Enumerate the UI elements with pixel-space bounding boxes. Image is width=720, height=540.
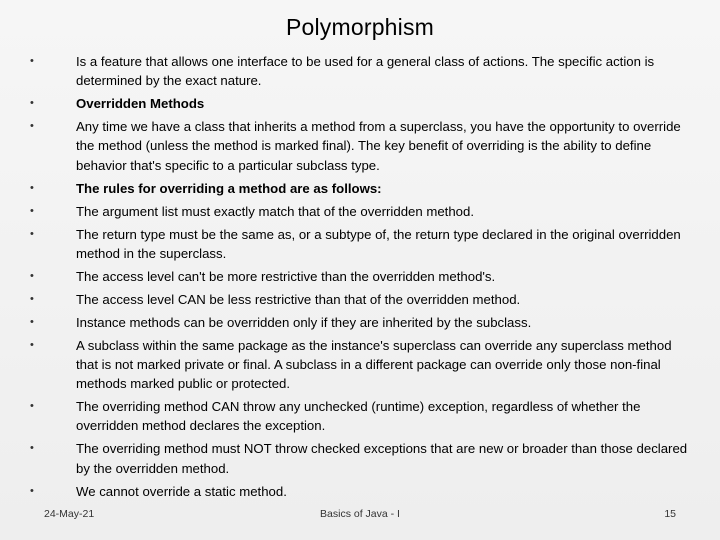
bullet-text: The argument list must exactly match that of the overridden method. xyxy=(76,203,475,219)
bullet-text: A subclass within the same package as the instance's superclass can override any superclass method that is not marked private or final. A subclass in a different package can override only those non-final methods marked public or protected. xyxy=(76,337,672,392)
bullet-icon: • xyxy=(30,97,34,110)
bullet-item xyxy=(30,313,690,332)
bullet-item xyxy=(30,179,690,198)
bullet-icon: • xyxy=(30,181,34,194)
bullet-icon: • xyxy=(30,120,34,133)
bullet-item xyxy=(30,202,690,221)
bullet-text: Any time we have a class that inherits a method from a superclass, you have the opportunity to override the method (unless the method is marked final). The key benefit of overriding is the ability to define behavior that's specific to a particular subclass type. xyxy=(76,119,681,173)
bullet-item xyxy=(30,290,690,309)
bullet-item xyxy=(30,94,690,113)
bullet-item xyxy=(30,267,690,286)
bullet-icon: • xyxy=(30,442,34,455)
bullet-icon: • xyxy=(30,338,34,351)
bullet-text: The rules for overriding a method are as follows: xyxy=(76,180,382,196)
bullet-icon: • xyxy=(30,400,34,413)
bullet-icon: • xyxy=(30,269,34,282)
bullet-item xyxy=(30,52,690,90)
bullet-icon: • xyxy=(30,315,34,328)
bullet-item xyxy=(30,482,690,501)
bullet-icon: • xyxy=(30,55,34,67)
slide-title: Polymorphism xyxy=(285,14,435,40)
bullet-item xyxy=(30,336,690,394)
bullet-item xyxy=(30,117,690,175)
bullet-item xyxy=(30,397,690,435)
bullet-text: The return type must be the same as, or a subtype of, the return type declared in the original overridden method in the superclass. xyxy=(76,226,681,261)
footer-date: 24-May-21 xyxy=(44,508,95,520)
bullet-icon: • xyxy=(30,484,34,497)
bullet-item xyxy=(30,225,690,263)
bullet-text: The overriding method CAN throw any unchecked (runtime) exception, regardless of whether the overridden method declares the exception. xyxy=(76,399,641,434)
bullet-text: The overriding method must NOT throw checked exceptions that are new or broader than those declared by the overridden method. xyxy=(76,441,688,476)
bullet-icon: • xyxy=(30,227,34,240)
bullet-icon: • xyxy=(30,292,34,305)
bullet-text: Is a feature that allows one interface to be used for a general class of actions. The specific action is determined by the exact nature. xyxy=(76,54,655,89)
bullet-text: Instance methods can be overridden only if they are inherited by the subclass. xyxy=(76,314,532,330)
bullet-item xyxy=(30,439,690,477)
footer-title: Basics of Java - I xyxy=(320,508,400,520)
bullet-icon: • xyxy=(30,204,34,217)
bullet-text: The access level can't be more restrictive than the overridden method's. xyxy=(76,268,496,284)
bullet-text: The access level CAN be less restrictive than that of the overridden method. xyxy=(76,291,521,307)
bullet-text: We cannot override a static method. xyxy=(76,483,287,499)
bullet-list xyxy=(30,52,690,505)
slide-number: 15 xyxy=(664,508,676,520)
bullet-text: Overridden Methods xyxy=(76,96,205,112)
